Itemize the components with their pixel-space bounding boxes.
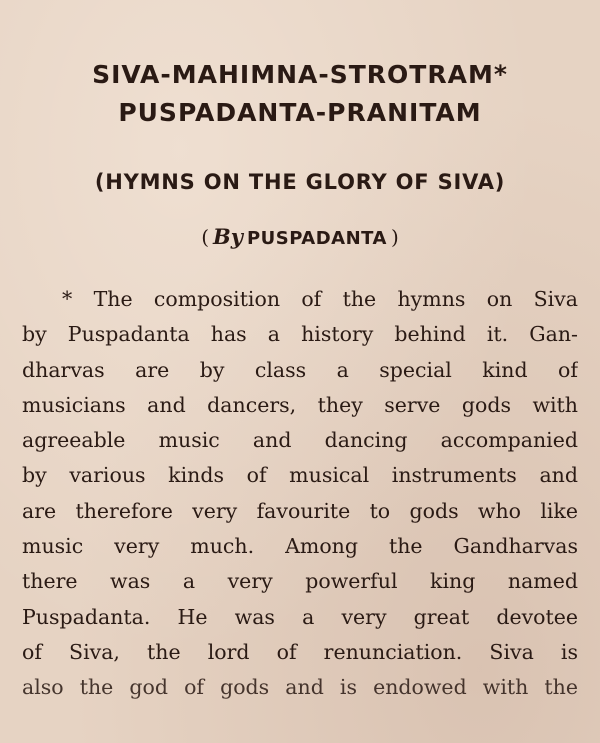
byline-open-paren: ( (201, 225, 210, 249)
body-line: music very much. Among the Gandharvas (22, 534, 578, 559)
byline-close-paren: ) (390, 225, 399, 249)
byline (0, 224, 600, 249)
body-paragraph (22, 282, 578, 706)
body-line: * The composition of the hymns on Siva (62, 287, 578, 311)
body-line: Puspadanta. He was a very great devotee (22, 604, 578, 629)
body-line: are therefore very favourite to gods who like (22, 498, 578, 523)
body-line: of Siva, the lord of renunciation. Siva is (22, 639, 578, 664)
body-line: by Puspadanta has a history behind it. Gan- (22, 322, 578, 347)
title-line-2: PUSPADANTA-PRANITAM (118, 98, 482, 127)
body-line: agreeable music and dancing accompanied (22, 428, 578, 453)
body-line: there was a very powerful king named (22, 569, 578, 594)
body-line: also the god of gods and is endowed with the (22, 675, 578, 700)
body-line: dharvas are by class a special kind of (22, 357, 578, 382)
title-line-1: SIVA-MAHIMNA-STROTRAM* (92, 60, 508, 89)
body-line: musicians and dancers, they serve gods with (22, 392, 578, 417)
subtitle: (HYMNS ON THE GLORY OF SIVA) (94, 170, 506, 194)
body-line: by various kinds of musical instruments and (22, 463, 578, 488)
byline-by: By (213, 224, 243, 249)
byline-author: PUSPADANTA (246, 228, 387, 249)
